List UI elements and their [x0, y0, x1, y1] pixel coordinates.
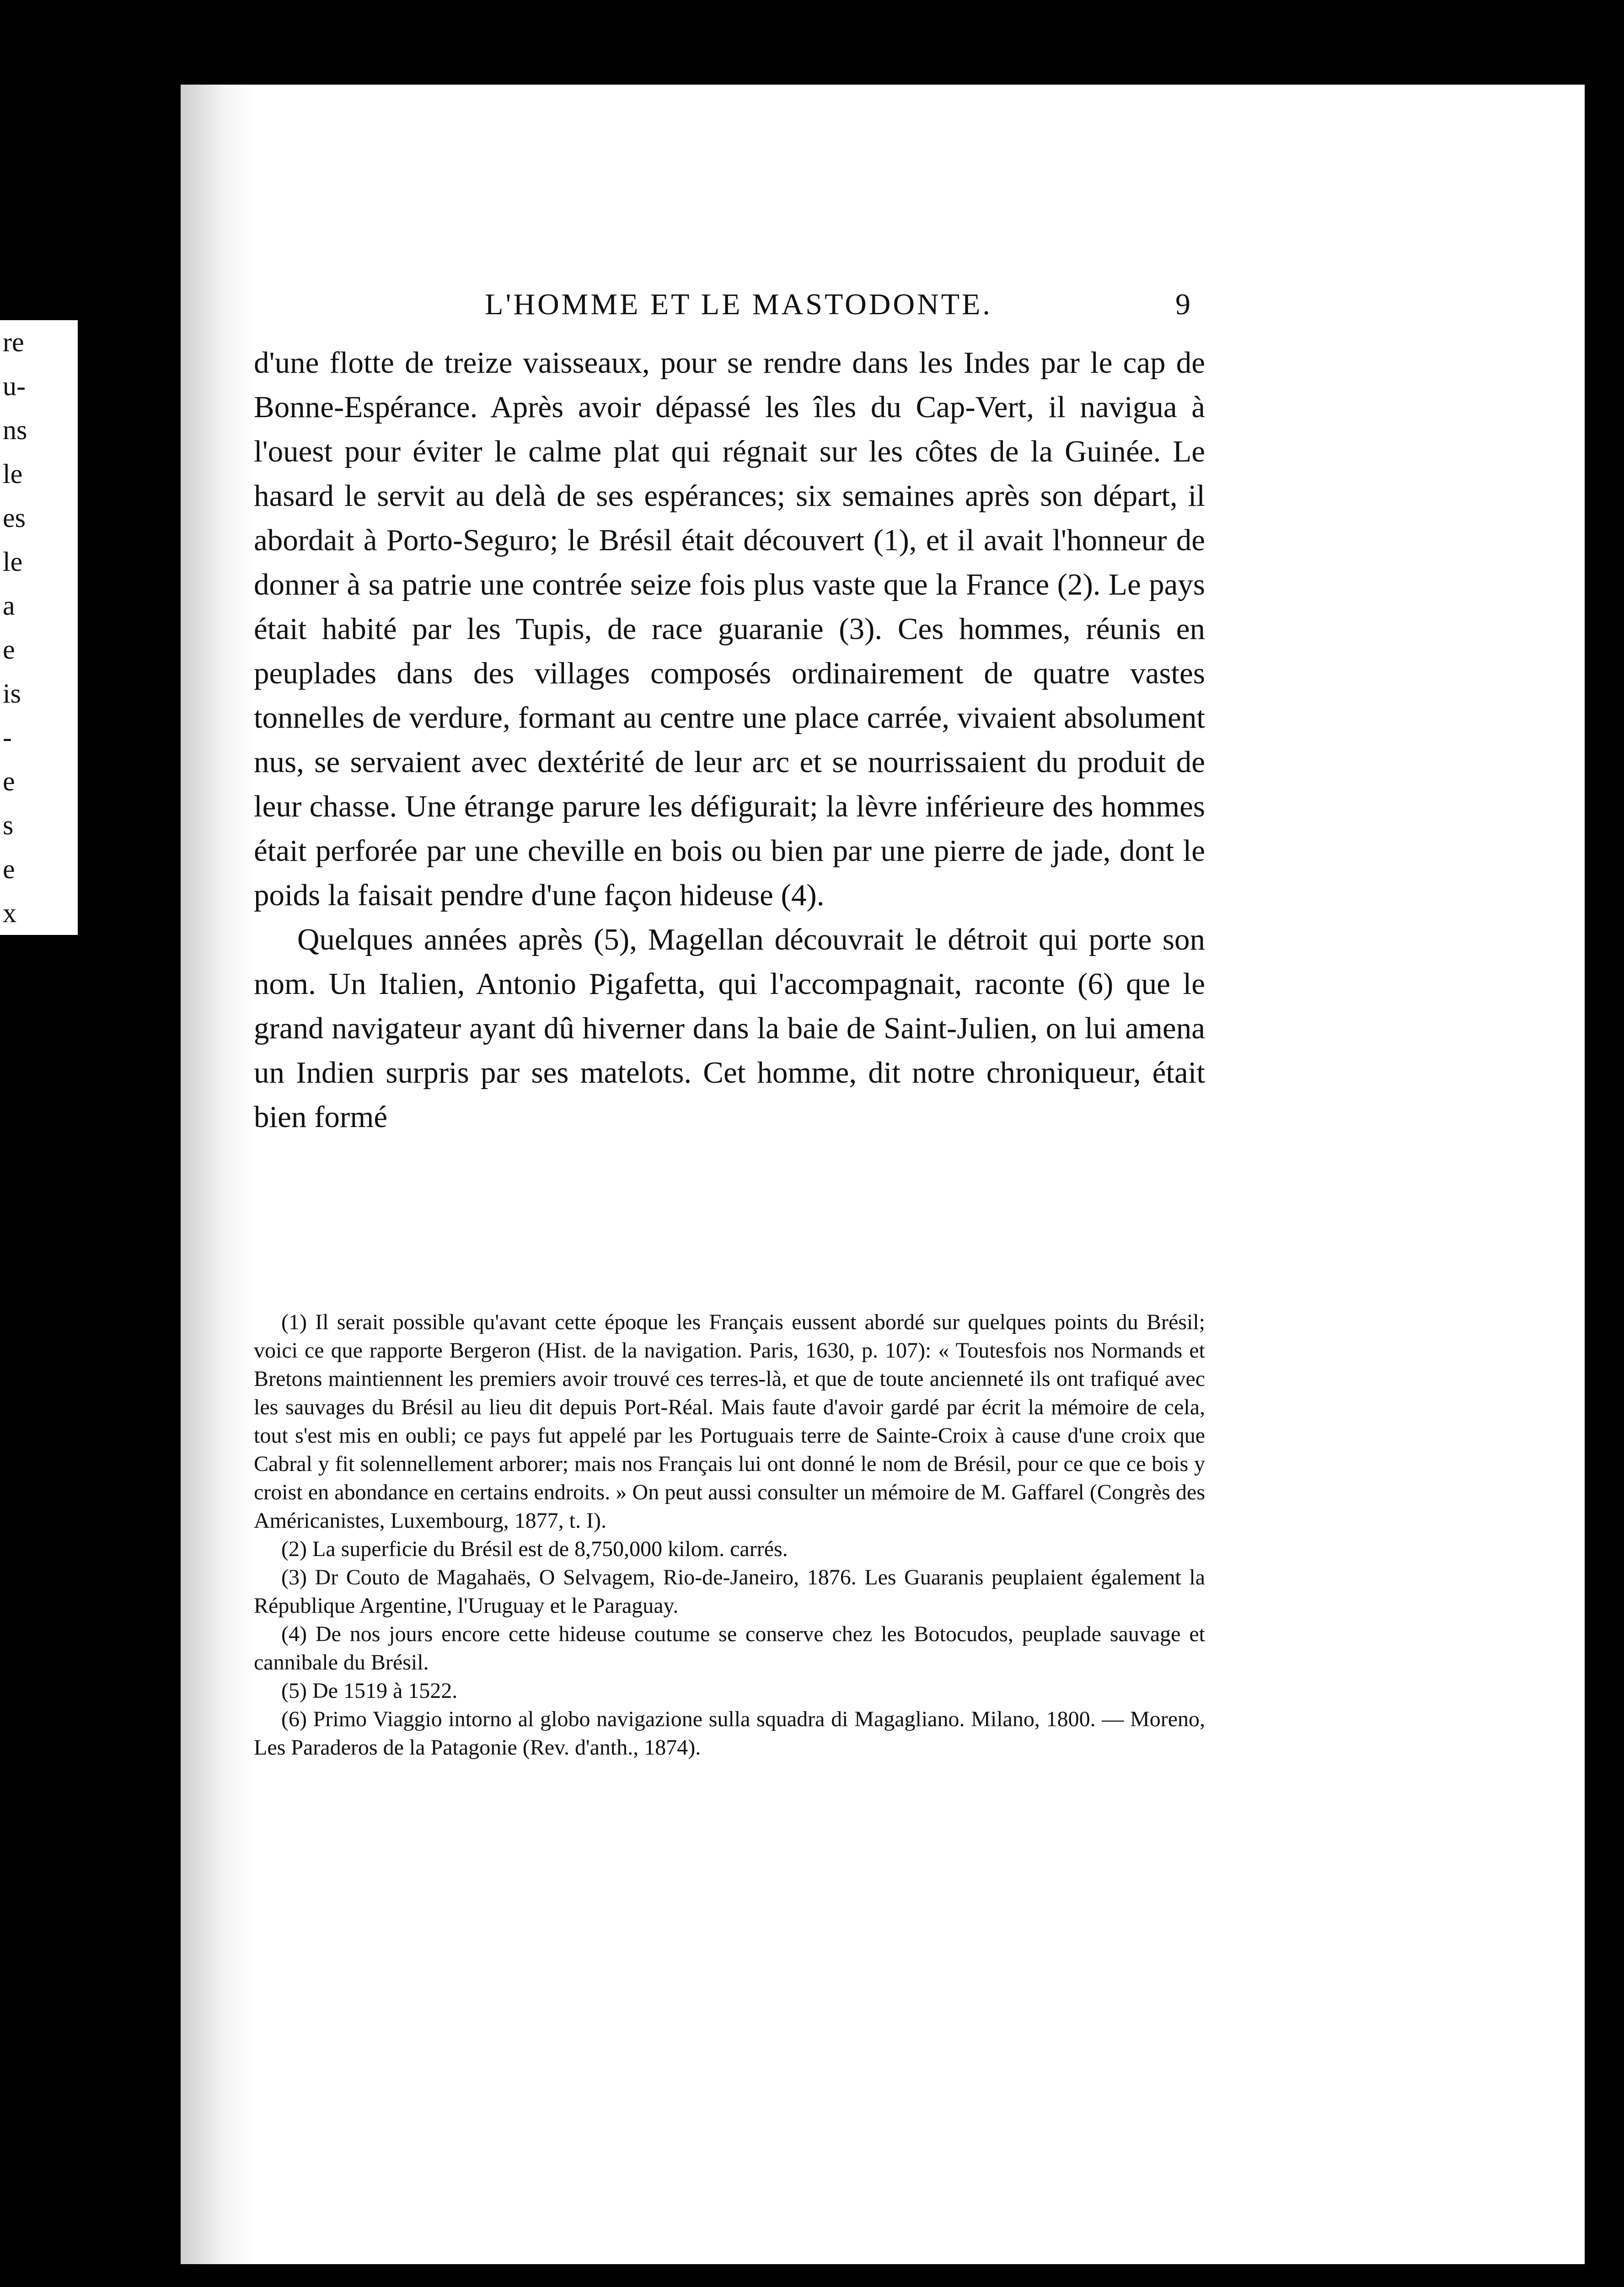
footnote: (3) Dr Couto de Magahaës, O Selvagem, Rio-de-Janeiro, 1876. Les Guaranis peuplaient également la République Argentine, l'Uruguay et le Paraguay.: [254, 1565, 1205, 1618]
footnote: (1) Il serait possible qu'avant cette époque les Français eussent abordé sur quelques points du Brésil; voici ce que rapporte Bergeron (Hist. de la navigation. Paris, 1630, p. 107): « Toutesfois nos Normands et Bretons maintiennent les premiers avoir trouvé ces terres-là, et que de toute ancienneté ils ont trafiqué avec les sauvages du Brésil au lieu dit depuis Port-Réal. Mais faute d'avoir gardé par écrit la mémoire de cela, tout s'est mis en oubli; ce pays fut appelé par les Portuguais terre de Sainte-Croix à cause d'une croix que Cabral y fit solennellement arborer; mais nos Français lui ont donné le nom de Brésil, pour ce que ce bois y croist en abondance en certains endroits. » On peut aussi consulter un mémoire de M. Gaffarel (Congrès des Américanistes, Luxembourg, 1877, t. I).: [254, 1310, 1205, 1533]
footnote: (5) De 1519 à 1522.: [281, 1679, 458, 1703]
margin-fragment: a: [0, 584, 78, 628]
margin-fragment: ns: [0, 408, 78, 452]
paragraph: Quelques années après (5), Magellan découvrait le détroit qui porte son nom. Un Italien, Antonio Pigafetta, qui l'accompagnait, raconte (6) que le grand navigateur ayant dû hiverner dans la baie de Saint-Julien, on lui amena un Indien surpris par ses matelots. Cet homme, dit notre chroniqueur, était bien formé: [254, 923, 1205, 1134]
margin-fragment: u-: [0, 364, 78, 408]
margin-fragment: s: [0, 803, 78, 847]
margin-fragment: re: [0, 320, 78, 364]
footnote: (6) Primo Viaggio intorno al globo navigazione sulla squadra di Magagliano. Milano, 1800. — Moreno, Les Paraderos de la Patagonie (Rev. d'anth., 1874).: [254, 1707, 1205, 1760]
margin-fragment: e: [0, 847, 78, 891]
margin-fragment: le: [0, 452, 78, 496]
margin-fragment: is: [0, 671, 78, 715]
margin-fragment: -: [0, 715, 78, 759]
running-head: L'HOMME ET LE MASTODONTE.: [485, 288, 992, 321]
body-text: [254, 341, 1205, 1139]
scan-bottom-edge: [0, 2264, 1624, 2282]
footnote: (4) De nos jours encore cette hideuse coutume se conserve chez les Botocudos, peuplade sauvage et cannibale du Brésil.: [254, 1622, 1205, 1675]
margin-fragment: e: [0, 759, 78, 803]
previous-page-margin-fragments: [0, 320, 78, 935]
footnotes: [254, 1308, 1205, 1762]
margin-fragment: le: [0, 540, 78, 584]
margin-fragment: x: [0, 891, 78, 935]
footnote: (2) La superficie du Brésil est de 8,750,000 kilom. carrés.: [281, 1537, 788, 1561]
margin-fragment: es: [0, 496, 78, 540]
page-number: 9: [1175, 288, 1190, 321]
page-gutter-shadow: [181, 85, 254, 2264]
paragraph: d'une flotte de treize vaisseaux, pour se rendre dans les Indes par le cap de Bonne-Espérance. Après avoir dépassé les îles du Cap-Vert, il navigua à l'ouest pour éviter le calme plat qui régnait sur les côtes de la Guinée. Le hasard le servit au delà de ses espérances; six semaines après son départ, il abordait à Porto-Seguro; le Brésil était découvert (1), et il avait l'honneur de donner à sa patrie une contrée seize fois plus vaste que la France (2). Le pays était habité par les Tupis, de race guaranie (3). Ces hommes, réunis en peuplades dans des villages composés ordinairement de quatre vastes tonnelles de verdure, formant au centre une place carrée, vivaient absolument nus, se servaient avec dextérité de leur arc et se nourrissaient du produit de leur chasse. Une étrange parure les défigurait; la lèvre inférieure des hommes était perforée par une cheville en bois ou bien par une pierre de jade, dont le poids la faisait pendre d'une façon hideuse (4).: [254, 346, 1205, 912]
margin-fragment: e: [0, 628, 78, 671]
